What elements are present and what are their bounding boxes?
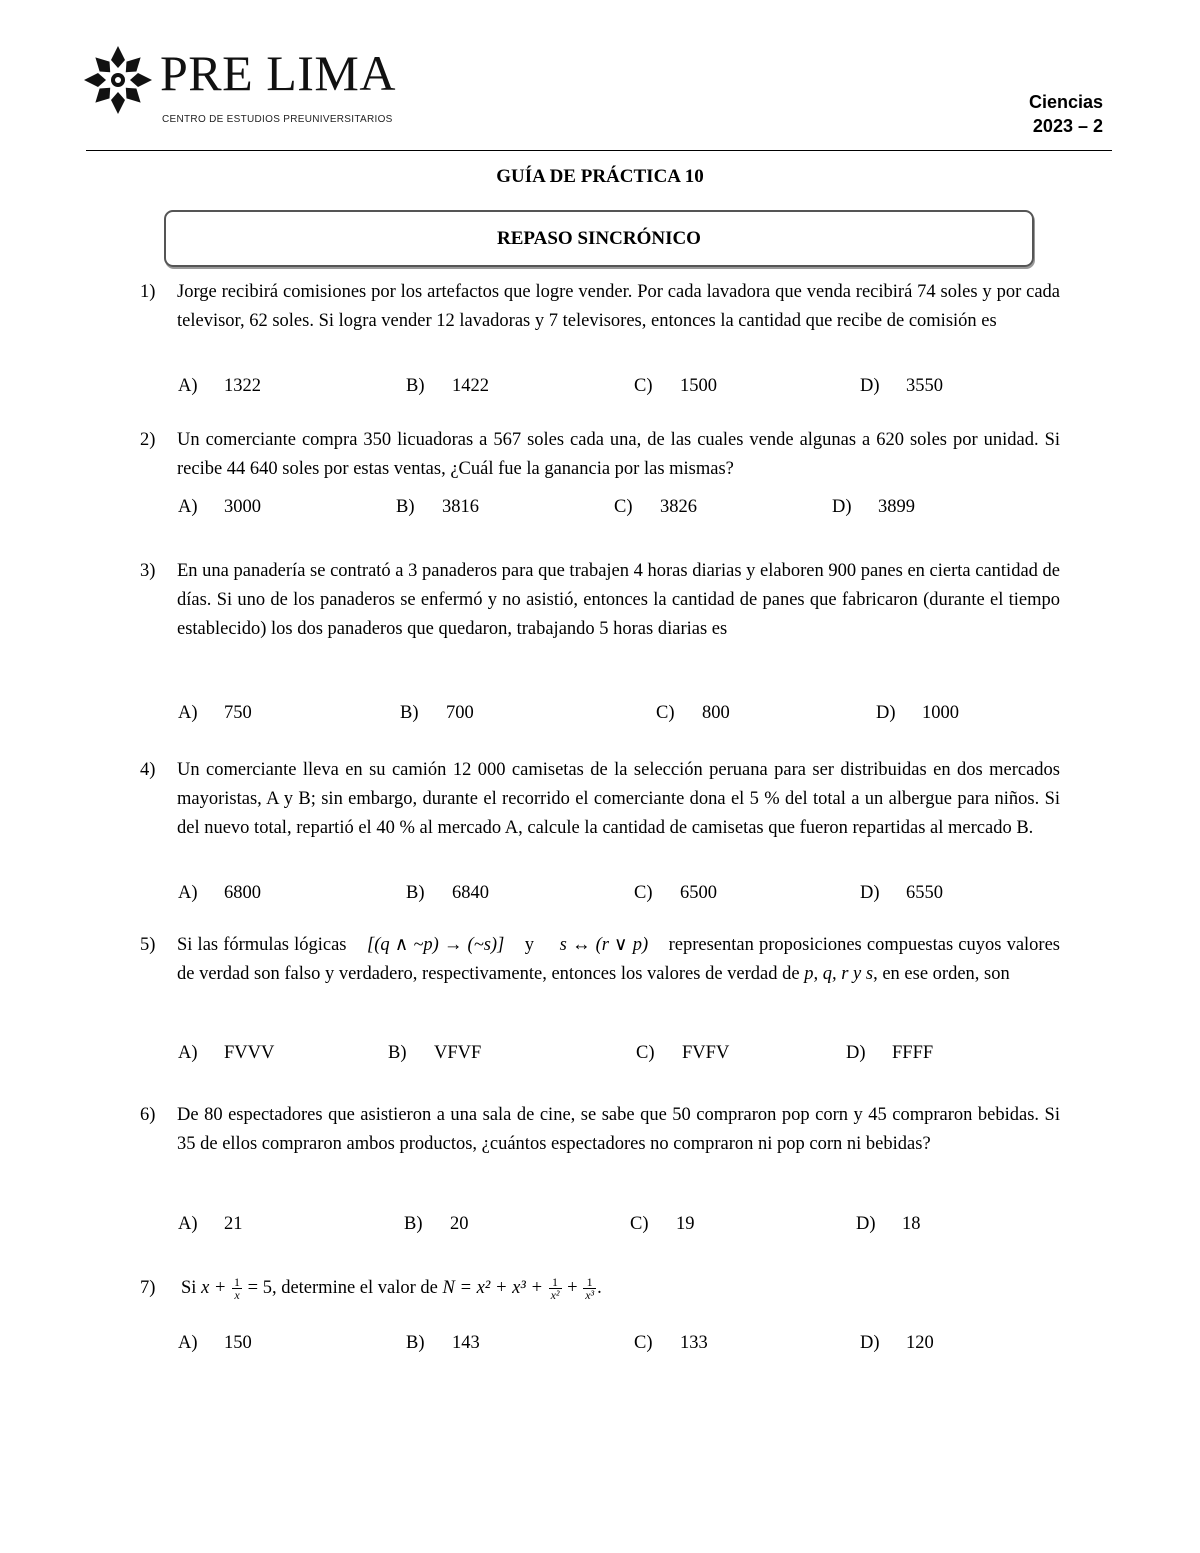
options-1 (178, 376, 1078, 406)
option-d: D) 18 (856, 1214, 921, 1234)
logic-variables: p, q, r y s (804, 964, 874, 984)
option-a: A) 6800 (178, 883, 261, 903)
question-number: 1) (140, 282, 156, 302)
option-a: A) 750 (178, 703, 252, 723)
question-number: 7) (140, 1278, 156, 1298)
option-a: A) 21 (178, 1214, 243, 1234)
option-d: D) 120 (860, 1333, 934, 1353)
option-b: B) 143 (406, 1333, 480, 1353)
option-a: A) FVVV (178, 1043, 275, 1063)
option-d: D) 3550 (860, 376, 943, 396)
option-a: A) 1322 (178, 376, 261, 396)
question-5 (140, 931, 1060, 989)
brand-name: PRE LIMA (160, 45, 396, 101)
option-b: B) 1422 (406, 376, 489, 396)
option-b: B) 3816 (396, 497, 479, 517)
option-d: D) 6550 (860, 883, 943, 903)
question-text: Si x + $\frac{1}{x}$ = 5, determine el valor de N = x² + x³ + $\frac{1}{\text{x²}}$ + $\frac{1}{\text{x³}}$ . (181, 1275, 602, 1303)
header-divider (86, 150, 1112, 151)
question-text: Un comerciante lleva en su camión 12 000 camisetas de la selección peruana para ser distribuidas en dos mercados mayoristas, A y B; sin embargo, durante el recorrido el comerciante dona el 5 % del total a un albergue para niños. Si del nuevo total, repartió el 40 % al mercado A, calcule la cantidad de camisetas que fueron repartidas al mercado B. (177, 760, 1060, 838)
brand-subtitle: CENTRO DE ESTUDIOS PREUNIVERSITARIOS (162, 114, 393, 125)
question-text: Un comerciante compra 350 licuadoras a 567 soles cada una, de las cuales vende algunas a 620 soles por unidad. Si recibe 44 640 soles por estas ventas, ¿Cuál fue la ganancia por las mismas? (177, 430, 1060, 479)
options-4 (178, 883, 1078, 913)
question-text: Jorge recibirá comisiones por los artefactos que logre vender. Por cada lavadora que venda recibirá 74 soles y por cada televisor, 62 soles. Si logra vender 12 lavadoras y 7 televisores, entonces la cantidad que recibe de comisión es (177, 282, 1060, 331)
option-c: C) 19 (630, 1214, 695, 1234)
question-number: 6) (140, 1105, 156, 1125)
option-c: C) 800 (656, 703, 730, 723)
header-meta (1029, 90, 1103, 138)
question-3 (140, 557, 1060, 644)
fraction-1-over-x2: $\frac{1}{\text{x²}}$ (550, 1275, 560, 1303)
option-a: A) 150 (178, 1333, 252, 1353)
logic-formula-2: s ↔ (r ∨ p) (559, 935, 649, 955)
question-number: 3) (140, 561, 156, 581)
option-d: D) 1000 (876, 703, 959, 723)
option-b: B) 700 (400, 703, 474, 723)
option-d: D) FFFF (846, 1043, 934, 1063)
option-c: C) 1500 (634, 376, 717, 396)
question-1 (140, 278, 1060, 336)
term-label: 2023 – 2 (1032, 116, 1103, 136)
question-text: Si las fórmulas lógicas [(q ∧ ~p) → (~s)] y s ↔ (r ∨ p) representan proposiciones compuestas cuyos valores de verdad son falso y verdadero, respectivamente, entonces los valores de verdad de p, q, r y s, en ese orden, son (177, 935, 1061, 984)
logic-formula-1: [(q ∧ ~p) → (~s)] (367, 935, 505, 955)
options-6 (178, 1214, 1078, 1244)
question-2 (140, 426, 1060, 484)
option-b: B) VFVF (388, 1043, 482, 1063)
guide-title: GUÍA DE PRÁCTICA 10 (496, 166, 704, 187)
option-c: C) 133 (634, 1333, 708, 1353)
fraction-1-over-x3: $\frac{1}{\text{x³}}$ (585, 1275, 595, 1303)
option-c: C) 6500 (634, 883, 717, 903)
option-b: B) 20 (404, 1214, 469, 1234)
question-number: 2) (140, 430, 156, 450)
question-number: 5) (140, 935, 156, 955)
option-c: C) FVFV (636, 1043, 730, 1063)
option-a: A) 3000 (178, 497, 261, 517)
option-d: D) 3899 (832, 497, 915, 517)
option-c: C) 3826 (614, 497, 697, 517)
section-box (164, 210, 1034, 267)
question-7 (140, 1274, 1060, 1303)
subject-label: Ciencias (1028, 92, 1103, 112)
flower-logo-icon (82, 44, 154, 116)
question-4 (140, 756, 1060, 843)
pre-lima-logo (82, 44, 396, 128)
option-b: B) 6840 (406, 883, 489, 903)
question-6 (140, 1101, 1060, 1159)
fraction-1-over-x: $\frac{1}{x}$ (234, 1275, 241, 1303)
options-3 (178, 703, 1078, 733)
section-title: REPASO SINCRÓNICO (497, 227, 701, 249)
question-text: En una panadería se contrató a 3 panaderos para que trabajen 4 horas diarias y elaboren 900 panes en cierta cantidad de días. Si uno de los panaderos se enfermó y no asistió, entonces la cantidad de panes que fabricaron (durante el tiempo establecido) los dos panaderos que quedaron, trabajando 5 horas diarias es (177, 561, 1060, 639)
options-7 (178, 1333, 1078, 1363)
question-number: 4) (140, 760, 156, 780)
options-2 (178, 497, 1078, 527)
question-text: De 80 espectadores que asistieron a una sala de cine, se sabe que 50 compraron pop corn y 45 compraron bebidas. Si 35 de ellos compraron ambos productos, ¿cuántos espectadores no compraron ni pop corn ni bebidas? (177, 1105, 1060, 1154)
options-5 (178, 1043, 1078, 1073)
